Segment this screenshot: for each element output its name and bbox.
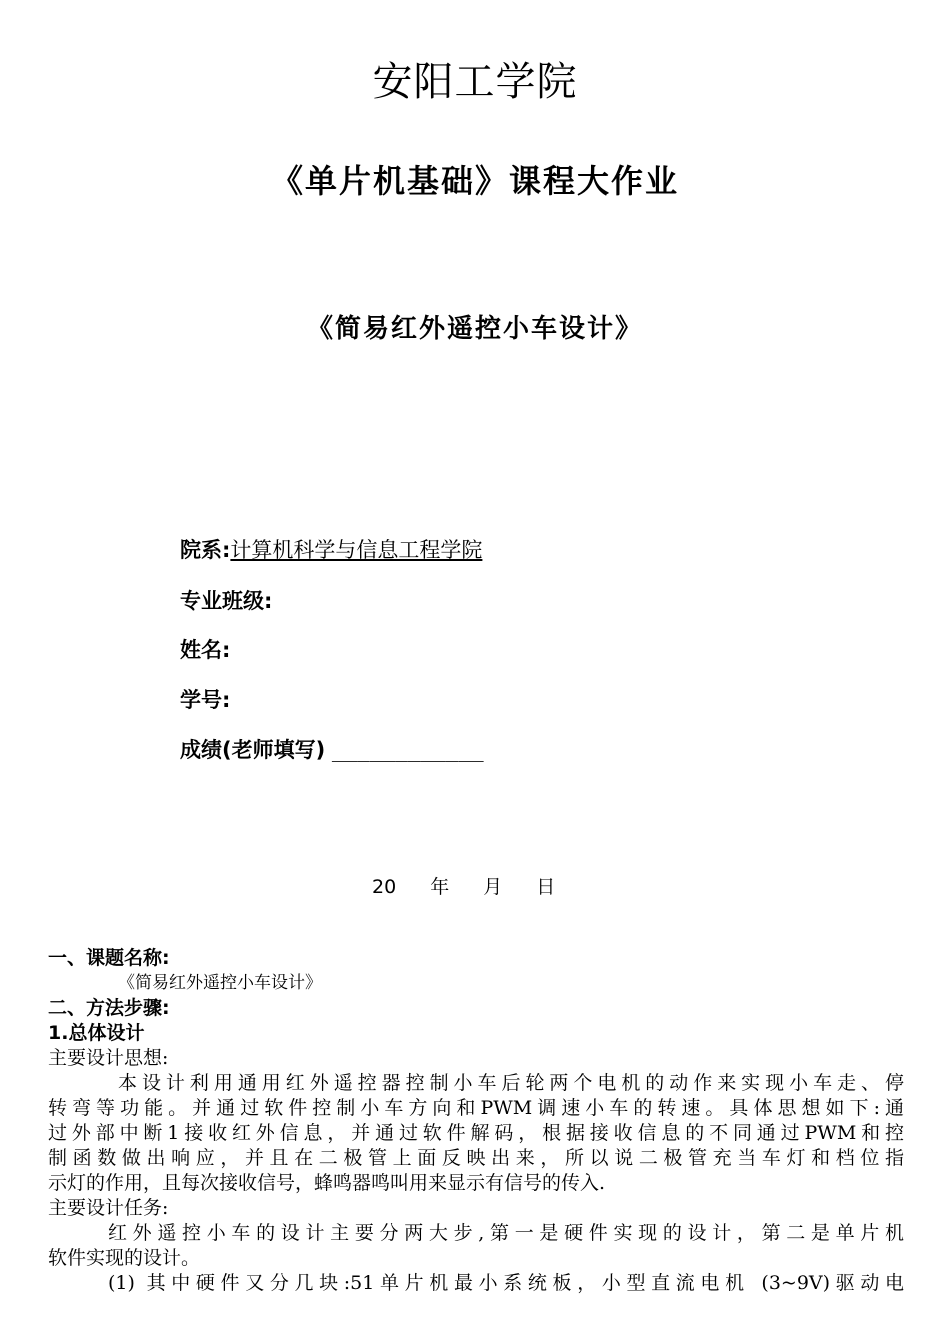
document-body: [48, 946, 904, 1296]
subsection-heading-overall: 1.总体设计: [48, 1022, 145, 1044]
task-label: 主要设计任务:: [48, 1197, 169, 1219]
course-title: 《单片机基础》课程大作业: [270, 162, 679, 200]
department-value: 计算机科学与信息工程学院: [230, 538, 483, 562]
grade-row: [180, 734, 484, 764]
task-line: (1) 其中硬件又分几块:51单片机最小系统板，小型直流电机 (3~9V)驱动电: [108, 1272, 904, 1294]
date-year-prefix: 20: [372, 876, 397, 898]
section-heading-method: 二、方法步骤:: [48, 997, 170, 1019]
project-title: 《简易红外遥控小车设计》: [306, 314, 643, 344]
idea-label: 主要设计思想:: [48, 1047, 169, 1069]
idea-line: 转弯等功能。并通过软件控制小车方向和PWM调速小车的转速。具体思想如下:通: [48, 1097, 904, 1119]
task-line: 红外遥控小车的设计主要分两大步,第一是硬件实现的设计，第二是单片机: [108, 1222, 904, 1244]
section-heading-topic: 一、课题名称:: [48, 947, 170, 969]
grade-blank: ____________: [331, 738, 484, 762]
date-year: 年: [430, 876, 450, 898]
name-label: 姓名:: [180, 638, 231, 662]
idea-line: 示灯的作用，且每次接收信号，蜂鸣器鸣叫用来显示有信号的传入.: [48, 1172, 606, 1194]
student-id-row: [180, 684, 230, 714]
date-day: 日: [536, 876, 556, 898]
school-name: 安阳工学院: [372, 59, 578, 105]
task-line: 软件实现的设计。: [48, 1247, 201, 1269]
topic-value: 《简易红外遥控小车设计》: [118, 973, 322, 993]
department-row: [180, 534, 482, 564]
grade-label: 成绩(老师填写): [180, 738, 326, 762]
idea-line: 制函数做出响应，并且在二极管上面反映出来，所以说二极管充当车灯和档位指: [48, 1147, 904, 1169]
idea-line: 本设计利用通用红外遥控器控制小车后轮两个电机的动作来实现小车走、停: [118, 1072, 904, 1094]
date-month: 月: [483, 876, 503, 898]
class-row: [180, 585, 272, 615]
name-row: [180, 634, 230, 664]
date-line: [372, 872, 589, 899]
student-id-label: 学号:: [180, 688, 231, 712]
department-label: 院系:: [180, 538, 231, 562]
idea-line: 过外部中断1接收红外信息，并通过软件解码，根据接收信息的不同通过PWM和控: [48, 1122, 904, 1144]
class-label: 专业班级:: [180, 589, 273, 613]
